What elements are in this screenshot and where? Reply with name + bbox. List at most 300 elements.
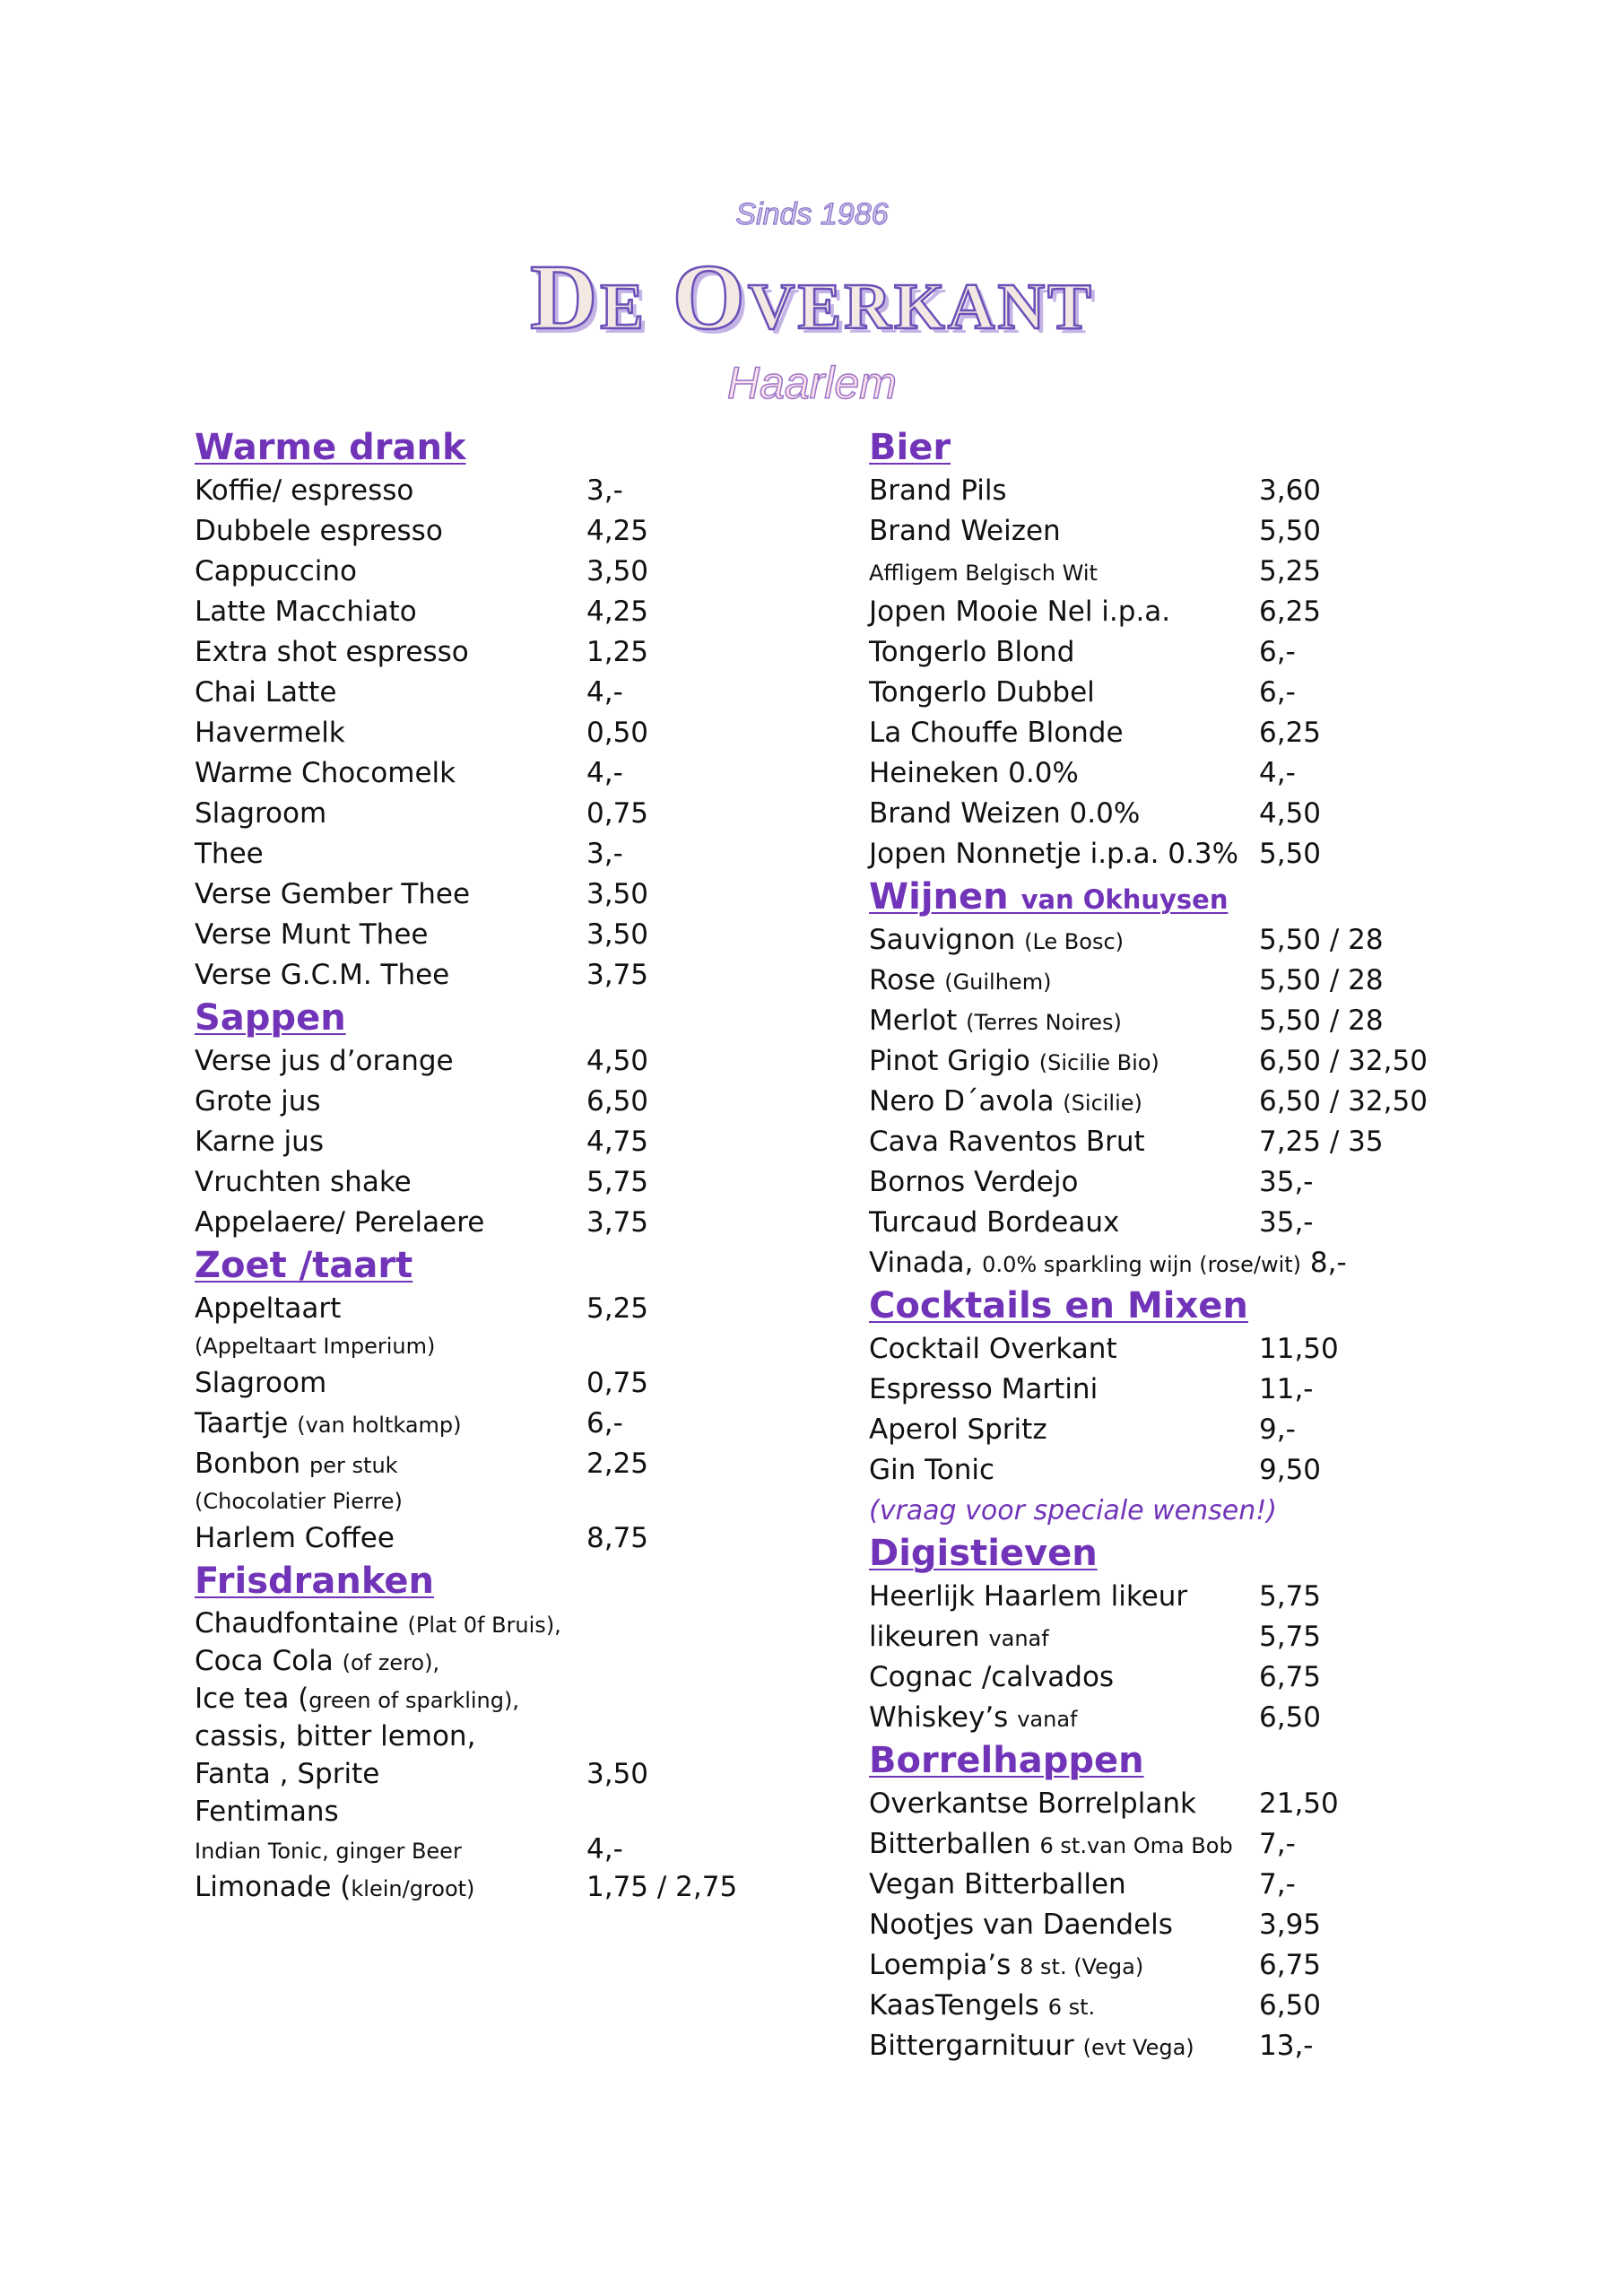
item-name-group — [869, 1986, 1095, 2028]
item-price: 6,- — [1259, 676, 1296, 709]
section-title — [869, 874, 1443, 920]
item-name-group — [869, 592, 1170, 632]
menu-item-list — [195, 471, 733, 996]
item-name-group — [195, 552, 357, 592]
item-detail: (evt Vega) — [1082, 2035, 1194, 2060]
item-name: Tongerlo Blond — [869, 636, 1075, 668]
item-name-group — [195, 1404, 462, 1446]
item-price: 3,50 — [586, 918, 649, 951]
menu-item — [869, 1945, 1443, 1986]
item-detail: vanaf — [988, 1626, 1049, 1651]
item-name: Whiskey’s — [869, 1701, 1009, 1734]
item-name: Chai Latte — [195, 676, 337, 709]
menu-item-list — [869, 1329, 1443, 1491]
menu-item — [195, 753, 733, 794]
item-price: 35,- — [1259, 1206, 1314, 1239]
item-name: Jopen Mooie Nel i.p.a. — [869, 596, 1171, 628]
item-name-group — [195, 955, 449, 996]
item-price: 4,- — [586, 1833, 623, 1866]
item-name-group — [869, 471, 1007, 511]
menu-item — [869, 713, 1443, 753]
item-detail: per stuk — [309, 1453, 398, 1478]
item-name: Grote jus — [195, 1085, 321, 1118]
item-detail: 0.0% sparkling wijn (rose/wit) — [982, 1252, 1302, 1277]
menu-item — [195, 471, 733, 511]
item-name: Fentimans — [195, 1796, 339, 1828]
item-price: 0,50 — [586, 717, 649, 749]
menu-item — [195, 1605, 733, 1642]
section-title: Frisdranken — [195, 1561, 434, 1602]
city-name: Haarlem — [727, 358, 897, 408]
item-price: 5,75 — [586, 1166, 649, 1198]
menu-item — [195, 552, 733, 592]
item-name-group — [195, 874, 470, 915]
item-name: Appelaere/ Perelaere — [195, 1206, 485, 1239]
item-name-group — [195, 592, 417, 632]
item-name: Warme Chocomelk — [195, 757, 456, 789]
menu-item — [869, 632, 1443, 673]
cocktails-note: (vraag voor speciale wensen!) — [869, 1495, 1277, 1526]
item-detail: vanaf — [1017, 1707, 1078, 1732]
menu-item — [869, 1824, 1443, 1865]
item-subnote: (Appeltaart Imperium) — [195, 1334, 436, 1359]
item-name: Gin Tonic — [869, 1454, 995, 1486]
item-detail: (Sicilie) — [1063, 1091, 1142, 1116]
menu-item — [195, 1041, 733, 1082]
item-price: 6,75 — [1259, 1949, 1322, 1981]
item-name-group — [869, 511, 1061, 552]
item-name-group — [869, 1905, 1173, 1945]
item-name: Karne jus — [195, 1126, 324, 1158]
item-price: 6,25 — [1259, 596, 1322, 628]
item-name: Cocktail Overkant — [869, 1333, 1117, 1365]
item-name-group — [869, 794, 1140, 834]
item-name: Nootjes van Daendels — [869, 1909, 1173, 1941]
section-zoet-taart — [195, 1243, 733, 1559]
item-price: 5,50 — [1259, 838, 1322, 870]
item-name-group — [869, 1865, 1126, 1905]
left-column — [195, 425, 738, 1906]
menu-item — [869, 920, 1443, 961]
item-name: Overkantse Borrelplank — [869, 1787, 1196, 1820]
item-detail: (Guilhem) — [944, 970, 1052, 995]
menu-item — [195, 1793, 733, 1831]
item-name: Bornos Verdejo — [869, 1166, 1079, 1198]
item-price: 11,50 — [1259, 1333, 1339, 1365]
item-name-group — [195, 1605, 561, 1644]
item-name-group — [195, 1203, 484, 1243]
item-price: 4,- — [586, 757, 623, 789]
item-detail: 8 st. (Vega) — [1020, 1954, 1144, 1979]
item-name: Merlot — [869, 1004, 958, 1037]
item-price: 9,- — [1259, 1413, 1296, 1446]
menu-item — [869, 961, 1443, 1001]
item-price: 0,75 — [586, 797, 649, 830]
menu-item — [869, 1162, 1443, 1203]
menu-item — [869, 471, 1443, 511]
item-name-group — [869, 1450, 994, 1491]
item-detail: klein/groot) — [351, 1876, 475, 1901]
item-name-group — [869, 1784, 1196, 1824]
item-name: Heerlijk Haarlem likeur — [869, 1580, 1188, 1613]
item-name: Tongerlo Dubbel — [869, 676, 1095, 709]
item-name: Heineken 0.0% — [869, 757, 1079, 789]
item-name: Bonbon — [195, 1448, 301, 1480]
item-price: 5,50 / 28 — [1259, 924, 1384, 956]
item-name: Brand Weizen — [869, 515, 1061, 547]
menu-item — [195, 1203, 733, 1243]
section-title: Bier — [869, 427, 951, 468]
item-detail: (van holtkamp) — [297, 1413, 462, 1438]
section-title: Sappen — [195, 997, 346, 1039]
item-price: 6,- — [1259, 636, 1296, 668]
item-name-group — [195, 1162, 412, 1203]
item-detail: (Terres Noires) — [966, 1010, 1122, 1035]
item-price: 5,50 — [1259, 515, 1322, 547]
menu-item — [195, 673, 733, 713]
item-price: 3,75 — [586, 1206, 649, 1239]
section-title-main: Wijnen — [869, 876, 1009, 918]
menu-item — [869, 834, 1443, 874]
section-cocktails — [869, 1283, 1443, 1531]
item-name: Rose — [869, 964, 936, 996]
item-name-group — [869, 1203, 1119, 1243]
item-name: Thee — [195, 838, 264, 870]
item-name: Brand Pils — [869, 474, 1007, 507]
item-name: La Chouffe Blonde — [869, 717, 1124, 749]
menu-item — [195, 592, 733, 632]
item-price: 0,75 — [586, 1367, 649, 1399]
item-price: 6,50 / 32,50 — [1259, 1085, 1428, 1118]
section-title: Digistieven — [869, 1533, 1098, 1574]
item-name-group — [869, 753, 1079, 794]
item-price: 6,75 — [1259, 1661, 1322, 1693]
item-price: 6,- — [586, 1407, 623, 1439]
menu-item — [869, 1577, 1443, 1617]
menu-item — [869, 1986, 1443, 2026]
item-name-group — [869, 1370, 1098, 1410]
item-name-group — [195, 1082, 321, 1122]
item-name: Bittergarnituur — [869, 2030, 1074, 2062]
item-name: Verse Gember Thee — [195, 878, 471, 910]
item-detail: green of sparkling), — [308, 1688, 519, 1713]
item-name-group — [869, 961, 1051, 1003]
item-price: 4,- — [1259, 757, 1296, 789]
item-price: 6,50 — [586, 1085, 649, 1118]
item-price: 5,25 — [586, 1292, 649, 1325]
item-price: 6,50 — [1259, 1989, 1322, 2022]
menu-item — [869, 592, 1443, 632]
item-name: Cava Raventos Brut — [869, 1126, 1145, 1158]
menu-item — [195, 511, 733, 552]
item-name: likeuren — [869, 1621, 980, 1653]
menu-item — [869, 2026, 1443, 2066]
menu-item-list — [869, 471, 1443, 874]
menu-item — [195, 1680, 733, 1718]
item-price: 4,25 — [586, 515, 649, 547]
item-name-group — [869, 1243, 1347, 1285]
item-price: 4,- — [586, 676, 623, 709]
item-price: 4,25 — [586, 596, 649, 628]
item-detail: Indian Tonic, ginger Beer — [195, 1839, 462, 1864]
item-price: 21,50 — [1259, 1787, 1339, 1820]
menu-item — [869, 1329, 1443, 1370]
item-name-group — [869, 1945, 1143, 1987]
item-price: 7,- — [1259, 1828, 1296, 1860]
right-column — [869, 425, 1443, 2066]
item-price: 3,50 — [586, 1758, 649, 1790]
item-name-group — [195, 915, 428, 955]
section-title: Cocktails en Mixen — [869, 1285, 1248, 1326]
item-price: 5,75 — [1259, 1621, 1322, 1653]
menu-item-list — [869, 1784, 1443, 2066]
menu-item — [869, 1617, 1443, 1657]
item-name: Fanta , Sprite — [195, 1758, 380, 1790]
section-warme-drank — [195, 425, 733, 996]
item-name: Turcaud Bordeaux — [869, 1206, 1120, 1239]
item-name-group — [195, 753, 456, 794]
item-detail: 6 st.van Oma Bob — [1039, 1833, 1233, 1858]
item-name: Slagroom — [195, 797, 327, 830]
menu-item — [195, 874, 733, 915]
item-name-group — [869, 552, 1098, 594]
item-name-group — [195, 1755, 379, 1793]
item-price: 3,75 — [586, 959, 649, 991]
item-name-group — [869, 1041, 1159, 1083]
item-name-group — [195, 1363, 326, 1404]
menu-item — [869, 1657, 1443, 1698]
menu-item — [195, 915, 733, 955]
menu-item-list — [195, 1041, 733, 1243]
item-name: Vruchten shake — [195, 1166, 412, 1198]
item-price: 3,- — [586, 474, 623, 507]
item-name-group — [195, 673, 336, 713]
menu-item — [869, 794, 1443, 834]
menu-item-list — [869, 920, 1443, 1243]
item-name-group — [869, 920, 1124, 962]
section-title: Warme drank — [195, 427, 466, 468]
item-name: Ice tea ( — [195, 1683, 309, 1715]
menu-item — [869, 1203, 1443, 1243]
item-price: 3,- — [586, 838, 623, 870]
section-digistieven — [869, 1531, 1443, 1738]
section-title: Borrelhappen — [869, 1740, 1144, 1781]
section-wijnen — [869, 874, 1443, 1283]
item-price: 1,25 — [586, 636, 649, 668]
item-price: 3,50 — [586, 555, 649, 587]
menu-item — [195, 794, 733, 834]
item-price: 6,50 — [1259, 1701, 1322, 1734]
section-borrelhappen — [869, 1738, 1443, 2066]
menu-item — [195, 1642, 733, 1680]
item-name: Taartje — [195, 1407, 289, 1439]
section-title: Zoet /taart — [195, 1245, 413, 1286]
item-name-group — [195, 794, 326, 834]
item-subnote: (Chocolatier Pierre) — [195, 1489, 403, 1514]
menu-item — [195, 1289, 733, 1329]
menu-item-list — [869, 1577, 1443, 1738]
item-name-group — [195, 1793, 339, 1831]
item-price: 2,25 — [586, 1448, 649, 1480]
item-price: 4,75 — [586, 1126, 649, 1158]
item-name-group — [195, 632, 469, 673]
menu-item — [869, 1082, 1443, 1122]
item-price: 3,60 — [1259, 474, 1322, 507]
section-subtitle: van Okhuysen — [1020, 884, 1229, 915]
item-name-group — [869, 673, 1095, 713]
item-detail: (Plat 0f Bruis), — [407, 1613, 561, 1638]
menu-item — [195, 834, 733, 874]
menu-item — [869, 511, 1443, 552]
item-name: Slagroom — [195, 1367, 327, 1399]
item-name-group — [195, 1831, 462, 1870]
item-detail: (of zero), — [342, 1650, 440, 1675]
item-name-group — [195, 713, 345, 753]
item-name: Nero D´avola — [869, 1085, 1055, 1118]
menu-item — [195, 713, 733, 753]
menu-item — [195, 955, 733, 996]
menu-item-list — [195, 1605, 738, 1906]
item-price: 5,25 — [1259, 555, 1322, 587]
menu-item — [869, 1865, 1443, 1905]
item-price: 13,- — [1259, 2030, 1314, 2062]
item-price: 5,50 / 28 — [1259, 1004, 1384, 1037]
menu-item — [195, 1518, 733, 1559]
menu-item — [869, 1784, 1443, 1824]
item-detail: Affligem Belgisch Wit — [869, 561, 1098, 586]
item-price: 6,50 / 32,50 — [1259, 1045, 1428, 1077]
item-name: Cognac /calvados — [869, 1661, 1115, 1693]
item-name-group — [869, 1577, 1187, 1617]
menu-item — [869, 1370, 1443, 1410]
item-price: 8,75 — [586, 1522, 649, 1554]
menu-item-list — [195, 1289, 733, 1559]
item-name: Loempia’s — [869, 1949, 1012, 1981]
menu-item-vinada — [869, 1243, 1443, 1283]
menu-item — [869, 1410, 1443, 1450]
item-name: Koffie/ espresso — [195, 474, 414, 507]
item-name: Bitterballen — [869, 1828, 1031, 1860]
menu-item — [869, 673, 1443, 713]
item-name-group — [869, 834, 1238, 874]
item-name-group — [195, 834, 264, 874]
menu-item — [869, 1122, 1443, 1162]
menu-item — [869, 753, 1443, 794]
item-name: Appeltaart — [195, 1292, 342, 1325]
item-name: Aperol Spritz — [869, 1413, 1047, 1446]
item-name: Chaudfontaine — [195, 1607, 399, 1639]
section-sappen — [195, 996, 733, 1243]
item-name: Dubbele espresso — [195, 515, 443, 547]
menu-item — [195, 1363, 733, 1404]
item-name-group — [869, 713, 1124, 753]
item-name-group — [869, 1082, 1142, 1124]
item-name-group — [869, 2026, 1194, 2068]
item-name: Havermelk — [195, 717, 345, 749]
menu-item — [869, 1698, 1443, 1738]
item-price: 7,- — [1259, 1868, 1296, 1900]
item-price: 5,50 / 28 — [1259, 964, 1384, 996]
item-name-group — [195, 471, 413, 511]
item-price: 7,25 / 35 — [1259, 1126, 1384, 1158]
brand-title: De Overkant — [530, 246, 1094, 349]
item-name-group — [869, 1001, 1122, 1043]
menu-item — [869, 1041, 1443, 1082]
item-price: 4,50 — [586, 1045, 649, 1077]
item-name: Jopen Nonnetje i.p.a. 0.3% — [869, 838, 1239, 870]
item-price: 9,50 — [1259, 1454, 1322, 1486]
menu-item — [195, 1122, 733, 1162]
menu-item — [195, 632, 733, 673]
item-name-group — [869, 632, 1074, 673]
item-name: cassis, bitter lemon, — [195, 1720, 476, 1752]
item-name-group — [869, 1410, 1047, 1450]
item-price: 3,50 — [586, 878, 649, 910]
item-name-group — [195, 1041, 454, 1082]
item-name-group — [869, 1824, 1233, 1866]
item-name: Verse G.C.M. Thee — [195, 959, 450, 991]
menu-item — [195, 1082, 733, 1122]
item-price: 4,50 — [1259, 797, 1322, 830]
item-name-group — [195, 1122, 324, 1162]
item-name-group — [195, 1718, 475, 1755]
item-detail: (Le Bosc) — [1024, 929, 1125, 954]
menu-item — [195, 1404, 733, 1444]
section-bier — [869, 425, 1443, 874]
menu-item — [195, 1162, 733, 1203]
item-name: Vegan Bitterballen — [869, 1868, 1126, 1900]
item-name: Extra shot espresso — [195, 636, 469, 668]
item-price: 6,25 — [1259, 717, 1322, 749]
menu-item — [195, 1831, 733, 1868]
item-price: 8,- — [1309, 1247, 1347, 1279]
item-name-group — [869, 1329, 1117, 1370]
since-tagline: Sinds 1986 — [735, 197, 889, 231]
menu-item — [195, 1718, 733, 1755]
menu-item — [195, 1755, 733, 1793]
item-price: 11,- — [1259, 1373, 1314, 1405]
item-name-group — [869, 1122, 1145, 1162]
item-name-group — [869, 1657, 1114, 1698]
item-name-group — [195, 511, 443, 552]
menu-item — [195, 1868, 738, 1906]
item-price: 5,75 — [1259, 1580, 1322, 1613]
menu-item — [869, 552, 1443, 592]
item-name-group — [869, 1162, 1078, 1203]
item-price: 3,95 — [1259, 1909, 1322, 1941]
menu-item — [195, 1444, 733, 1484]
section-frisdranken — [195, 1559, 738, 1906]
item-detail: 6 st. — [1047, 1995, 1096, 2020]
item-name: Latte Macchiato — [195, 596, 417, 628]
item-name: KaasTengels — [869, 1989, 1039, 2022]
item-detail: (Sicilie Bio) — [1038, 1050, 1159, 1075]
item-name: Brand Weizen 0.0% — [869, 797, 1141, 830]
item-name: Vinada, — [869, 1247, 974, 1279]
item-price: 35,- — [1259, 1166, 1314, 1198]
item-name-group — [195, 1642, 439, 1682]
item-name: Pinot Grigio — [869, 1045, 1030, 1077]
menu-item — [869, 1450, 1443, 1491]
item-name: Sauvignon — [869, 924, 1016, 956]
item-name: Harlem Coffee — [195, 1522, 395, 1554]
item-name: Espresso Martini — [869, 1373, 1099, 1405]
item-name-group — [195, 1289, 341, 1329]
item-name-group — [195, 1444, 398, 1486]
item-name-group — [195, 1680, 519, 1719]
item-name-group — [195, 1868, 474, 1908]
item-name: Cappuccino — [195, 555, 357, 587]
